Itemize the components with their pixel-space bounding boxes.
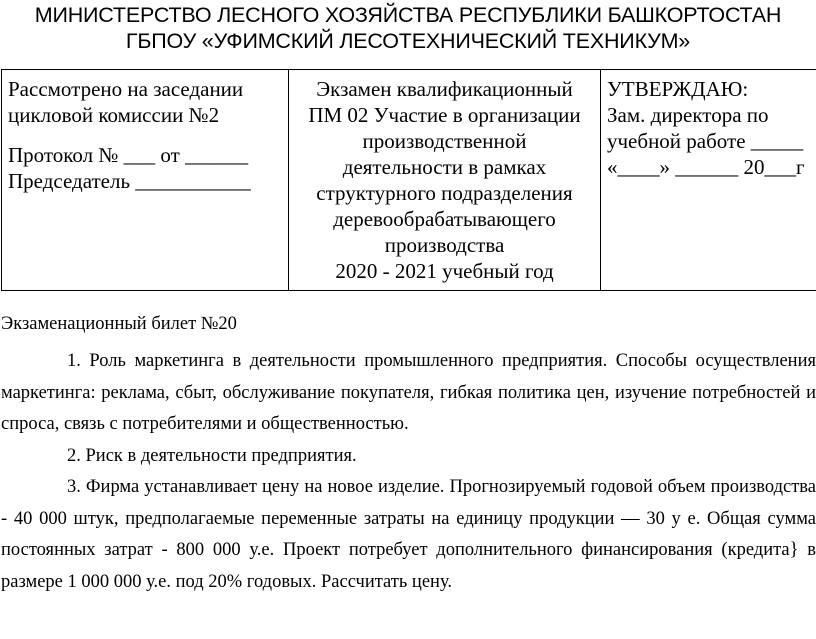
exam-line-5: структурного подразделения <box>316 181 573 205</box>
ticket-title: Экзаменационный билет №20 <box>1 314 237 334</box>
exam-line-4: деятельности в рамках <box>342 155 547 179</box>
committee-line-1: Рассмотрено на заседании <box>8 77 244 101</box>
exam-line-6: деревообрабатывающего <box>333 207 556 231</box>
approver-title: Зам. директора по <box>607 103 769 127</box>
exam-line-2: ПМ 02 Участие в организации <box>308 103 581 127</box>
exam-ticket <box>1 313 816 598</box>
institution-name: ГБПОУ «УФИМСКИЙ ЛЕСОТЕХНИЧЕСКИЙ ТЕХНИКУМ» <box>125 29 691 53</box>
ministry-name: МИНИСТЕРСТВО ЛЕСНОГО ХОЗЯЙСТВА РЕСПУБЛИКИ БАШКОРТОСТАН <box>34 3 782 27</box>
academic-year: 2020 - 2021 учебный год <box>335 259 554 283</box>
approval-table <box>1 69 816 291</box>
question-3: 3. Фирма устанавливает цену на новое изделие. Прогнозируемый годовой объем производства - 40 000 штук, предполагаемые переменные затраты на единицу продукции — 30 у е. Общая сумма постоянных затрат - 800 000 у.е. Проект потребует дополнительного финансирования (кредита} в размере 1 000 000 у.е. под 20% годовых. Рассчитать цену. <box>1 477 816 592</box>
document-header <box>0 2 816 54</box>
question-1: 1. Роль маркетинга в деятельности промышленного предприятия. Способы осуществления маркетинга: реклама, сбыт, обслуживание покупателя, гибкая политика цен, изучение потребностей и спроса, связь с потребителями и общественностью. <box>1 351 816 434</box>
approve-heading: УТВЕРЖДАЮ: <box>607 77 749 101</box>
chairman-line: Председатель ___________ <box>8 169 251 193</box>
exam-line-7: производства <box>384 233 505 257</box>
approval-row <box>2 70 816 291</box>
exam-line-1: Экзамен квалификационный <box>316 77 573 101</box>
question-2: 2. Риск в деятельности предприятия. <box>67 445 357 466</box>
approval-cell <box>601 70 816 291</box>
approver-title-2: учебной работе _____ <box>607 129 804 153</box>
protocol-line: Протокол № ___ от ______ <box>8 143 249 167</box>
committee-line-2: цикловой комиссии №2 <box>8 103 220 127</box>
exam-line-3: производственной <box>362 129 527 153</box>
exam-info-cell <box>289 70 601 291</box>
approval-date: «____» ______ 20___г <box>607 155 805 179</box>
committee-cell <box>2 70 289 291</box>
